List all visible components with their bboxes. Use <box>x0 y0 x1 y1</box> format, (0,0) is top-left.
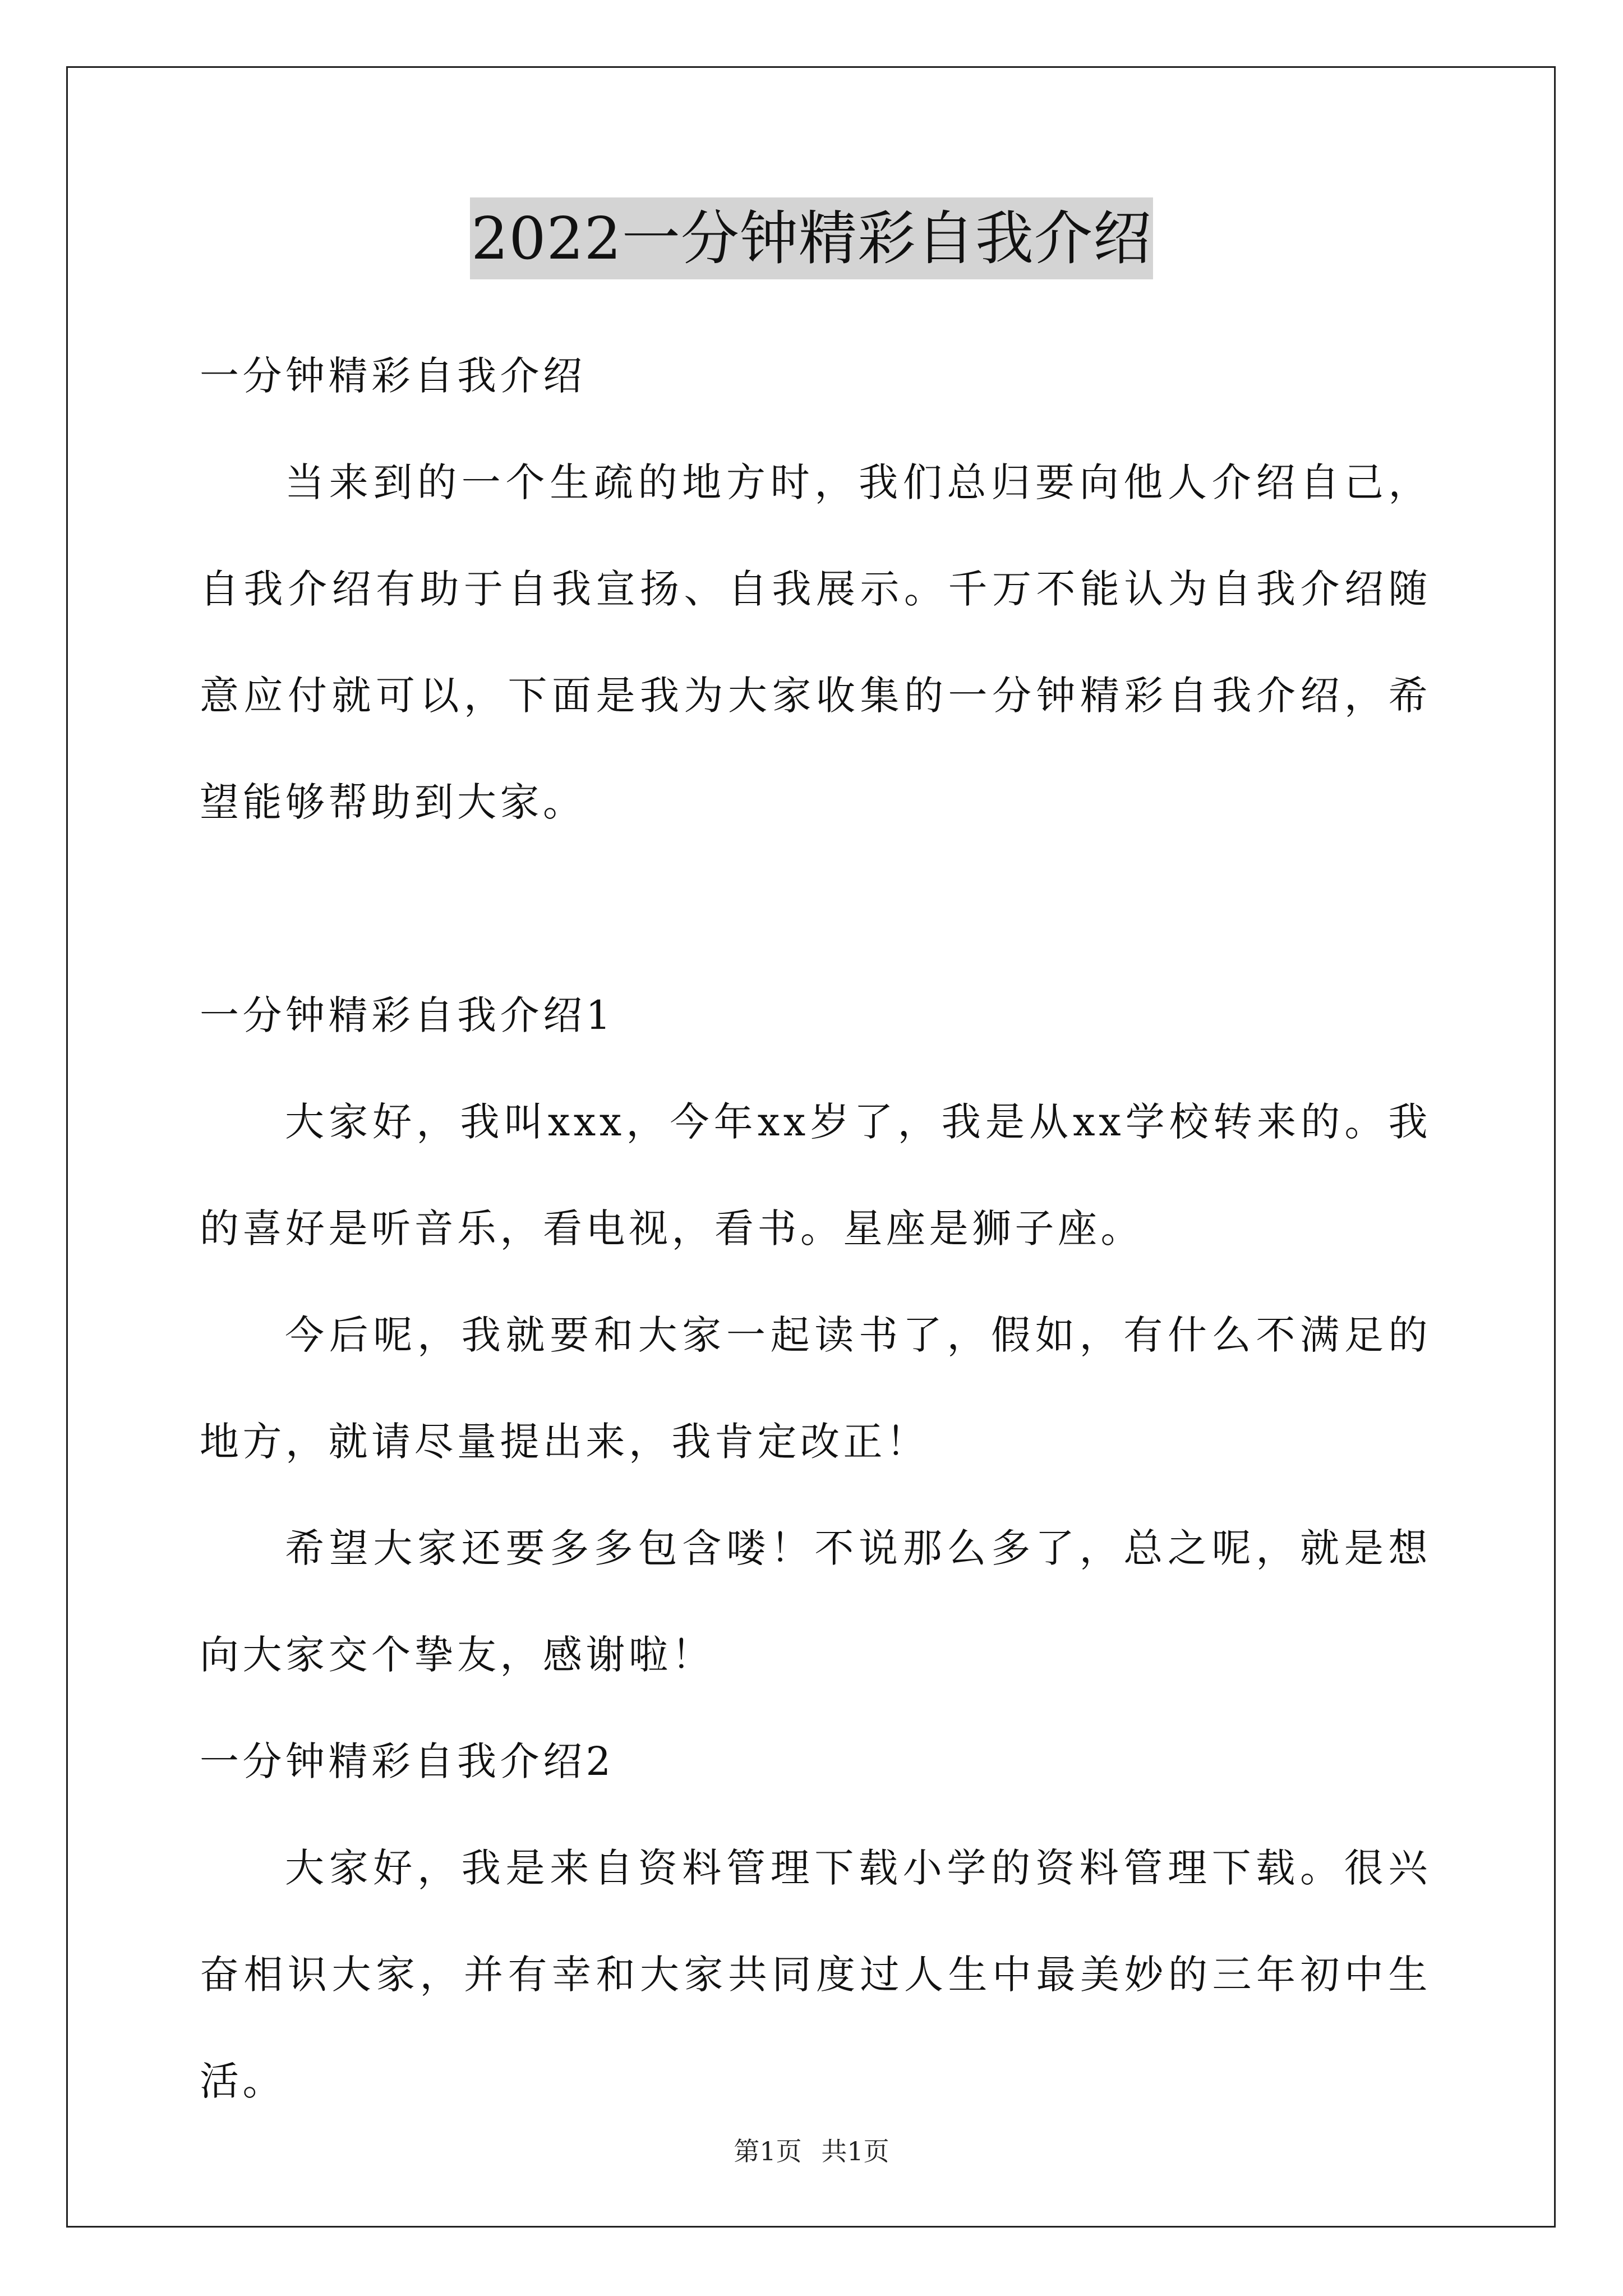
section2-heading: 一分钟精彩自我介绍2 <box>200 1738 615 1784</box>
intro-paragraph: 当来到的一个生疏的地方时，我们总归要向他人介绍自己，自我介绍有助于自我宣扬、自我展示。千万不能认为自我介绍随意应付就可以，下面是我为大家收集的一分钟精彩自我介绍，希望能够帮助到大家。 <box>200 459 1431 825</box>
section1-paragraph-1: 大家好，我叫xxx，今年xx岁了，我是从xx学校转来的。我的喜好是听音乐，看电视，看书。星座是狮子座。 <box>200 1099 1431 1251</box>
page-footer <box>0 2134 1623 2168</box>
section1-paragraph-2: 今后呢，我就要和大家一起读书了，假如，有什么不满足的地方，就请尽量提出来，我肯定改正！ <box>200 1312 1431 1465</box>
section1-heading: 一分钟精彩自我介绍1 <box>200 992 615 1038</box>
blank-line <box>200 855 1431 962</box>
intro-heading: 一分钟精彩自我介绍 <box>200 353 586 399</box>
section2-paragraph-1: 大家好，我是来自资料管理下载小学的资料管理下载。很兴奋相识大家，并有幸和大家共同度过人生中最美妙的三年初中生活。 <box>200 1845 1431 2104</box>
section1-paragraph-3: 希望大家还要多多包含喽！不说那么多了，总之呢，就是想向大家交个挚友，感谢啦！ <box>200 1525 1431 1678</box>
page-number: 第1页 <box>734 2136 802 2166</box>
document-title: 2022一分钟精彩自我介绍 <box>470 197 1153 279</box>
title-container <box>0 197 1623 279</box>
document-body <box>200 323 1431 2134</box>
page-total: 共1页 <box>821 2136 889 2166</box>
